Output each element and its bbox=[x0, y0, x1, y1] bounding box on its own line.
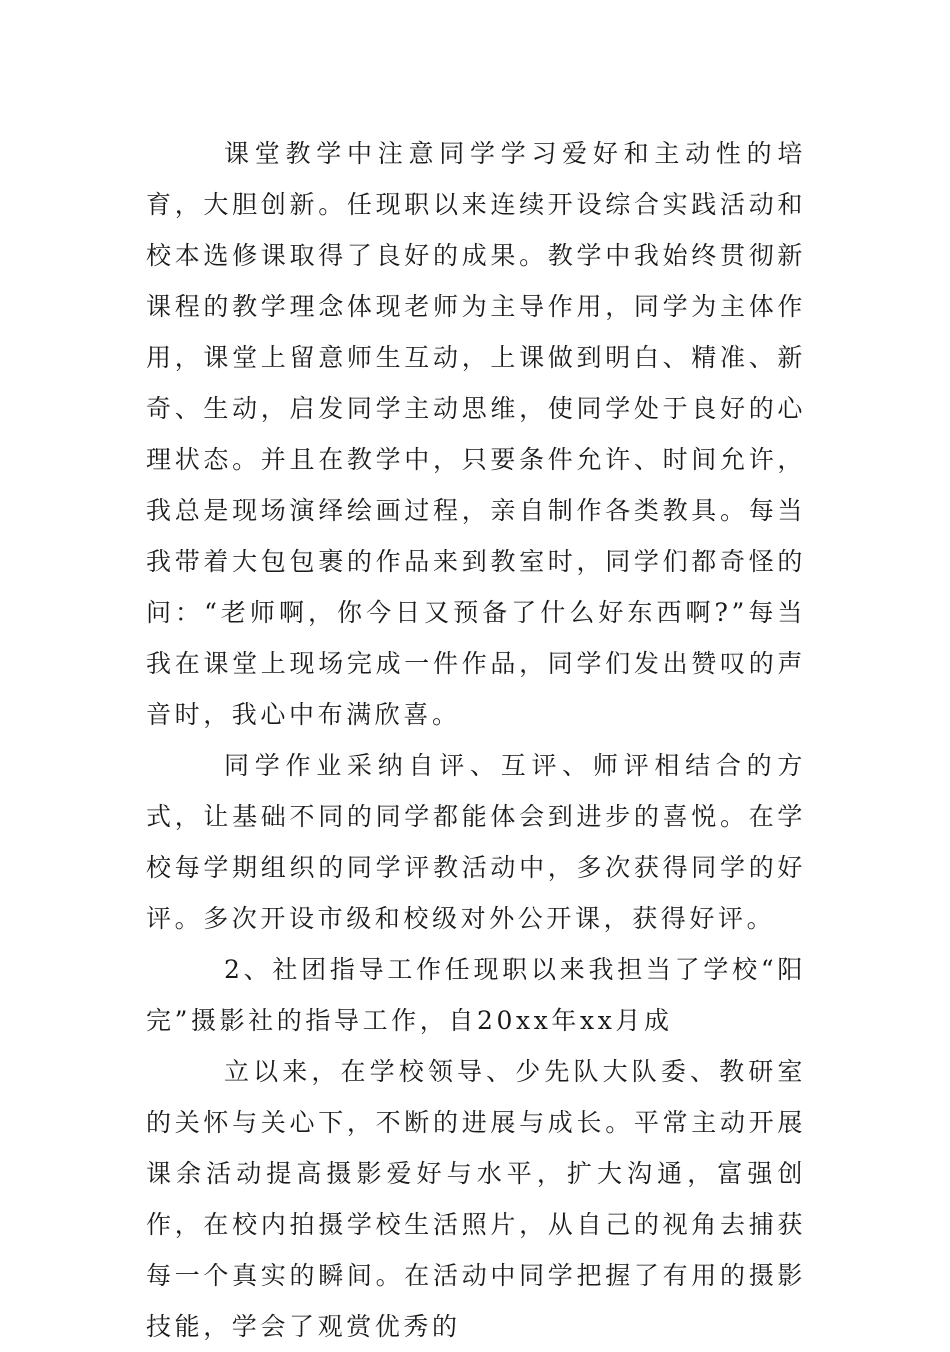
paragraph-club-development: 立以来，在学校领导、少先队大队委、教研室的关怀与关心下，不断的进展与成长。平常主动开展课余活动提高摄影爱好与水平，扩大沟通，富强创作，在校内拍摄学校生活照片，从自己的视角去捕获每一个真实的瞬间。在活动中同学把握了有用的摄影技能，学会了观赏优秀的 bbox=[146, 1057, 806, 1341]
document-body bbox=[146, 128, 806, 1352]
paragraph-club-guidance: 2、社团指导工作任现职以来我担当了学校“阳完”摄影社的指导工作，自20xx年xx月成 bbox=[146, 955, 806, 1035]
paragraph-classroom-teaching: 课堂教学中注意同学学习爱好和主动性的培育，大胆创新。任现职以来连续开设综合实践活动和校本选修课取得了良好的成果。教学中我始终贯彻新课程的教学理念体现老师为主导作用，同学为主体作用，课堂上留意师生互动，上课做到明白、精准、新奇、生动，启发同学主动思维，使同学处于良好的心理状态。并且在教学中，只要条件允许、时间允许，我总是现场演绎绘画过程，亲自制作各类教具。每当我带着大包包裹的作品来到教室时，同学们都奇怪的问：“老师啊，你今日又预备了什么好东西啊?”每当我在课堂上现场完成一件作品，同学们发出赞叹的声音时，我心中布满欣喜。 bbox=[146, 139, 806, 729]
paragraph-homework-evaluation: 同学作业采纳自评、互评、师评相结合的方式，让基础不同的同学都能体会到进步的喜悦。在学校每学期组织的同学评教活动中，多次获得同学的好评。多次开设市级和校级对外公开课，获得好评。 bbox=[146, 751, 806, 933]
